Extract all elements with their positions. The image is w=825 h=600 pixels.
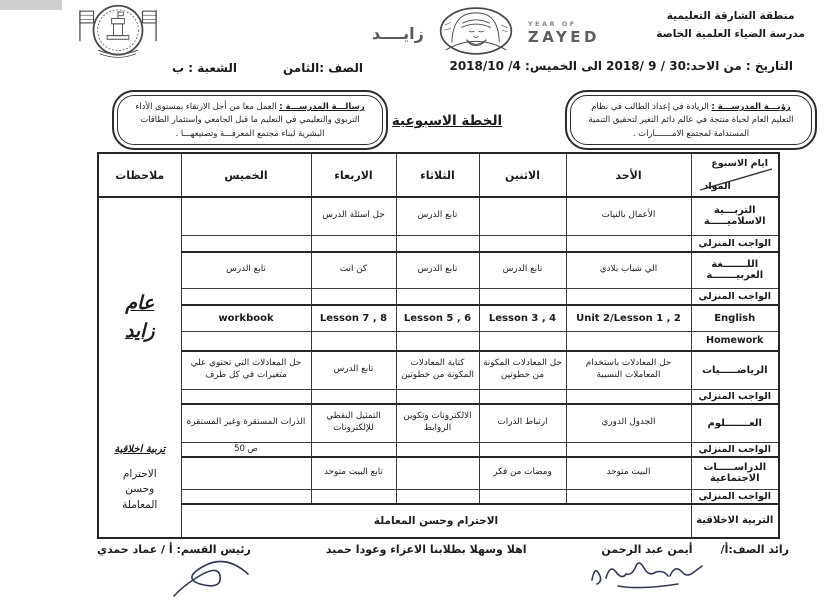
zayed-arabic-label: زايــــد (372, 23, 424, 43)
subject-name: English (691, 305, 779, 331)
weekly-plan-table (97, 152, 780, 539)
school-seal-icon (70, 3, 166, 65)
homework-label: الواجب المنزلي (691, 442, 779, 457)
vision-box (565, 90, 817, 150)
org-block (656, 8, 805, 44)
day-header-wednesday: الاربعاء (311, 153, 396, 197)
homework-cell (479, 235, 566, 252)
footer (97, 543, 789, 556)
homework-cell (181, 331, 311, 351)
homework-cell (479, 442, 566, 457)
lesson-cell: كتابة المعادلات المكونة من خطوتين (396, 351, 479, 389)
dept-head-label: رئيس القسم: أ / عماد حمدي (97, 543, 251, 556)
lesson-cell: Lesson 7 , 8 (311, 305, 396, 331)
lesson-cell: ارتباط الذرات (479, 404, 566, 442)
homework-label: الواجب المنزلي (691, 288, 779, 305)
lesson-cell: الأعمال بالنيات (566, 197, 691, 235)
mission-title: رسالـــة المدرســـة : (279, 101, 365, 111)
homework-cell (396, 389, 479, 404)
homework-label: الواجب المنزلي (691, 235, 779, 252)
homework-cell (566, 389, 691, 404)
subject-name: الرياضـــــيات (691, 351, 779, 389)
org-name-line1: منطقة الشارقة التعليمية (666, 10, 795, 22)
scan-artifact (0, 0, 62, 10)
lesson-cell: workbook (181, 305, 311, 331)
lesson-cell: تابع الدرس (181, 252, 311, 288)
homework-cell (396, 489, 479, 504)
homework-cell (396, 288, 479, 305)
subject-name: الدراســـــات الاجتماعية (691, 457, 779, 489)
zayed-portrait-icon (438, 6, 514, 60)
homework-cell (566, 288, 691, 305)
lesson-cell: كن انت (311, 252, 396, 288)
homework-cell (311, 442, 396, 457)
homework-cell: ص 50 (181, 442, 311, 457)
mission-text: العمل معا من أجل الارتقاء بمستوى الأداء التربوي والتعليمي في التعليم ما قبل الجامعي واستثمار الطاقات البشرية لبناء مجتمع المعرفـــة وتصنيعهـــا . (135, 101, 360, 138)
notes-cell (98, 197, 181, 538)
lesson-cell: حل المعادلات المكونة من خطوتين (479, 351, 566, 389)
lesson-cell: تابع الدرس (396, 252, 479, 288)
signature-left-icon (170, 558, 260, 600)
homework-label: Homework (691, 331, 779, 351)
homework-cell (396, 442, 479, 457)
homework-cell (566, 331, 691, 351)
homework-cell (311, 489, 396, 504)
homework-cell (396, 331, 479, 351)
day-header-tuesday: الثلاثاء (396, 153, 479, 197)
homework-cell (181, 489, 311, 504)
lesson-cell: تابع الدرس (311, 351, 396, 389)
lesson-cell: تابع الدرس (479, 252, 566, 288)
lesson-cell: حل المعادلات باستخدام المعاملات النسبية (566, 351, 691, 389)
homework-cell (396, 235, 479, 252)
lesson-cell (181, 457, 311, 489)
class-label: الصف :الثامن (283, 61, 363, 75)
lesson-cell: تابع الدرس (396, 197, 479, 235)
lesson-cell: Lesson 3 , 4 (479, 305, 566, 331)
subject-name: التربـــية الاسلاميـــــة (691, 197, 779, 235)
homework-cell (566, 442, 691, 457)
day-header-sunday: الأحد (566, 153, 691, 197)
day-header-thursday: الخميس (181, 153, 311, 197)
class-leader-name: أيمن عبد الرحمن (601, 543, 693, 556)
days-of-week-label: ايام الاسبوع (711, 158, 768, 169)
subject-name: اللـــــــغة العربيـــــــة (691, 252, 779, 288)
zayed-logo (372, 6, 600, 60)
lesson-cell: الذرات المستقرة وغير المستقرة (181, 404, 311, 442)
lesson-cell: ومضات من فكر (479, 457, 566, 489)
notes-ethics: تربية اخلاقية (114, 443, 166, 455)
subject-name: العـــــــلوم (691, 404, 779, 442)
homework-cell (181, 389, 311, 404)
lesson-cell (181, 197, 311, 235)
notes-respect: الاحترام وحسن المعاملة (122, 467, 158, 512)
homework-label: الواجب المنزلي (691, 389, 779, 404)
lesson-cell: حل المعادلات التي تحتوي علي متغيرات في كل طرف (181, 351, 311, 389)
welcome-text: اهلا وسهلا بطلابنا الاعزاء وعودا حميد (325, 543, 527, 556)
notes-header: ملاحظات (98, 153, 181, 197)
page-title: الخطة الاسبوعية (391, 113, 503, 129)
homework-cell (479, 389, 566, 404)
homework-cell (311, 331, 396, 351)
signature-middle-icon (588, 556, 708, 590)
org-name-line2: مدرسة الضياء العلمية الخاصة (656, 27, 805, 40)
vision-title: رؤيـــة المدرســـة : (711, 101, 791, 111)
corner-cell (691, 153, 779, 197)
lesson-cell: Unit 2/Lesson 1 , 2 (566, 305, 691, 331)
lesson-cell: تابع البيت متوحد (311, 457, 396, 489)
homework-cell (181, 288, 311, 305)
lesson-cell: الالكترونات وتكوين الروابط (396, 404, 479, 442)
zayed-en-label: ZAYED (527, 27, 600, 46)
subjects-label: المواد (703, 181, 731, 192)
homework-cell (566, 235, 691, 252)
lesson-cell: الي شباب بلادي (566, 252, 691, 288)
homework-cell (311, 288, 396, 305)
date-line: التاريخ : من الاحد:30 / 9 /2018 الى الخميس: 4/ 2018/10 (449, 59, 793, 73)
moral-content: الاحترام وحسن المعاملة (181, 504, 691, 538)
homework-label: الواجب المنزلي (691, 489, 779, 504)
homework-cell (479, 331, 566, 351)
homework-cell (311, 235, 396, 252)
year-of-label: YEAR OF (527, 19, 577, 28)
lesson-cell: Lesson 5 , 6 (396, 305, 479, 331)
class-line (172, 61, 363, 75)
homework-cell (479, 489, 566, 504)
lesson-cell: التمثيل النقطي للإلكترونات (311, 404, 396, 442)
mission-box (112, 90, 388, 150)
homework-cell (566, 489, 691, 504)
moral-subject: التربية الاخلاقية (691, 504, 779, 538)
notes-zayed-year: عام زايد (124, 291, 155, 343)
lesson-cell: حل اسئلة الدرس (311, 197, 396, 235)
lesson-cell (479, 197, 566, 235)
class-leader-label: رائد الصف:أ/ (720, 543, 789, 556)
day-header-monday: الاثنين (479, 153, 566, 197)
lesson-cell (396, 457, 479, 489)
homework-cell (311, 389, 396, 404)
section-label: الشعبة : ب (172, 61, 237, 75)
homework-cell (479, 288, 566, 305)
lesson-cell: البيت متوحد (566, 457, 691, 489)
homework-cell (181, 235, 311, 252)
vision-text: الريادة في إعداد الطالب في نظام التعليم العام لحياة منتجة في عالم دائم التغير لتحقيق التنمية المستدامة لمجتمع الامـــــــارات . (588, 101, 794, 138)
lesson-cell: الجدول الدوري (566, 404, 691, 442)
